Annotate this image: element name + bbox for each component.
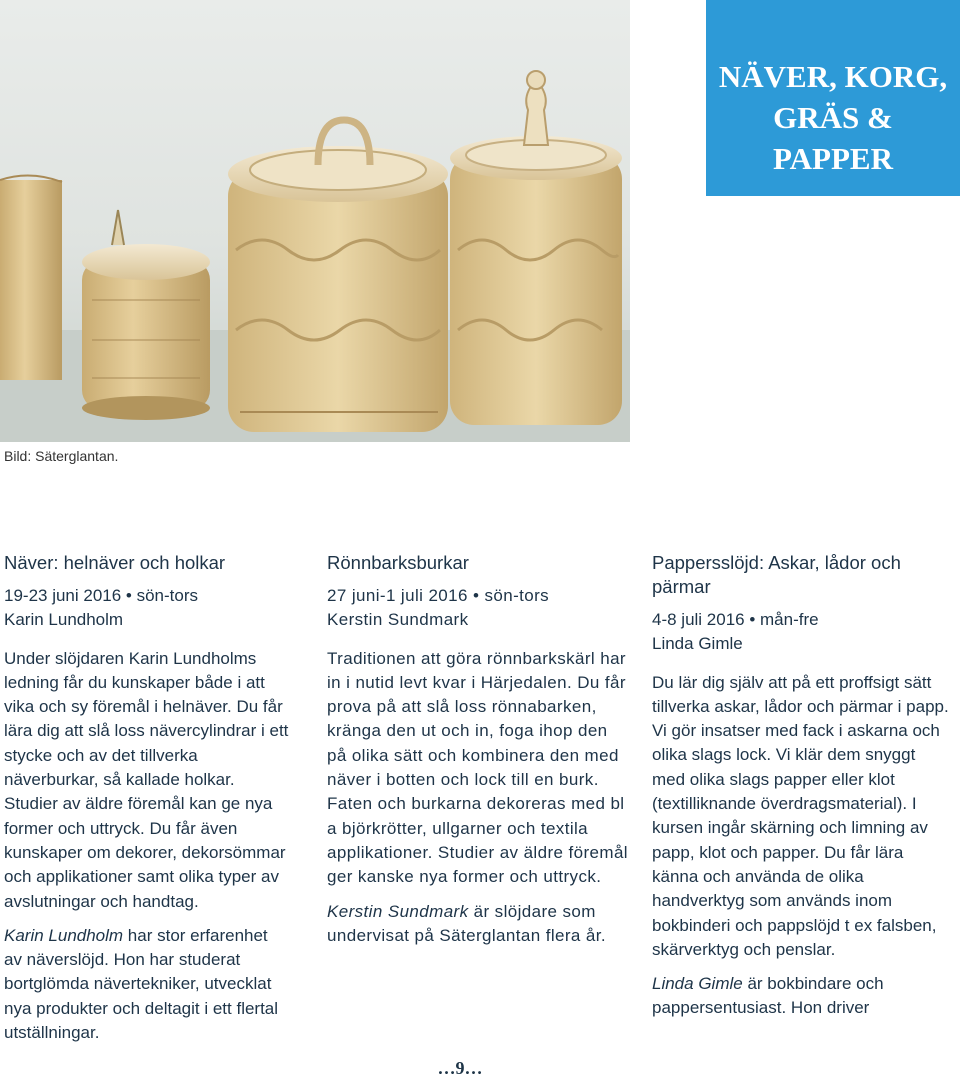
photo-caption: Bild: Säterglantan. <box>4 448 119 464</box>
course-column-3 <box>652 551 952 1021</box>
left-jar <box>0 175 62 380</box>
birch-bark-jars-photo <box>0 0 630 442</box>
course-dates: 4-8 juli 2016 • mån-fre <box>652 610 819 629</box>
course-title: Näver: helnäver och holkar <box>4 552 226 573</box>
course-column-1 <box>4 551 289 1045</box>
section-title-box <box>706 0 960 196</box>
course-description: Traditionen att göra rönnbarkskärl har in i nutid levt kvar i Härjedalen. Du får prova på att slå loss rönnabarken, kränga den ut och in, foga ihop den på olika sätt och kombinera den med näver i botten och lock till en burk. Faten och burkarna dekoreras med bl a björkrötter, ullgarner och textila applikationer. Studier av äldre föremål ger kanske nya former och uttryck. <box>327 648 628 887</box>
course-teacher: Kerstin Sundmark <box>327 610 469 630</box>
bio-text: är bokbindare och pappersentusiast. Hon driver <box>652 974 884 1018</box>
teacher-bio <box>652 972 952 1021</box>
middle-jar <box>228 120 448 432</box>
course-description: Under slöjdaren Karin Lundholms ledning får du kunskaper både i att vika och sy föremål i helnäver. Du får lära dig att slå loss nävercylindrar i ett stycke och av det tillverka näverburkar, så kallade holkar. Studier av äldre föremål kan ge nya former och uttryck. Du får även kunskaper om dekorer, dekorsömmar och applikationer samt olika typer av avslutningar och handtag. <box>4 648 289 911</box>
bio-name: Karin Lundholm <box>4 925 124 945</box>
bio-text: har stor erfarenhet av näverslöjd. Hon har studerat bortglömda nävertekniker, utvecklat nya produkter och deltagit i ett flertal utställningar. <box>4 925 279 1043</box>
course-description: Du lär dig själv att på ett proffsigt sätt tillverka askar, lådor och pärmar i papp. Vi gör insatser med fack i askarna och olika slags lock. Vi klär dem snyggt med olika slags papper eller klot (textilliknande överdragsmaterial). I kursen ingår skärning och limning av papp, klot och papper. Du får lära känna och använda de olika handverktyg som används inom bokbinderi och pappslöjd t ex falsben, skärverktyg och penslar. <box>652 672 949 959</box>
jars-illustration <box>0 0 630 442</box>
course-dates: 27 juni-1 juli 2016 • sön-tors <box>327 586 550 605</box>
teacher-bio <box>4 924 289 1045</box>
course-title: Rönnbarksburkar <box>327 552 469 573</box>
course-teacher: Linda Gimle <box>652 634 743 654</box>
course-column-2 <box>327 551 632 948</box>
course-dates: 19-23 juni 2016 • sön-tors <box>4 586 199 605</box>
course-title: Pappersslöjd: Askar, lådor och pärmar <box>652 552 901 597</box>
bio-text: är slöjdare som undervisat på Säterglantan flera år. <box>327 901 607 945</box>
section-title: NÄVER, KORG, GRÄS & PAPPER <box>718 59 948 176</box>
bio-name: Kerstin Sundmark <box>327 901 469 921</box>
page-number: …9… <box>437 1058 483 1078</box>
course-teacher: Karin Lundholm <box>4 610 124 630</box>
teacher-bio <box>327 900 632 949</box>
bio-name: Linda Gimle <box>652 974 743 994</box>
